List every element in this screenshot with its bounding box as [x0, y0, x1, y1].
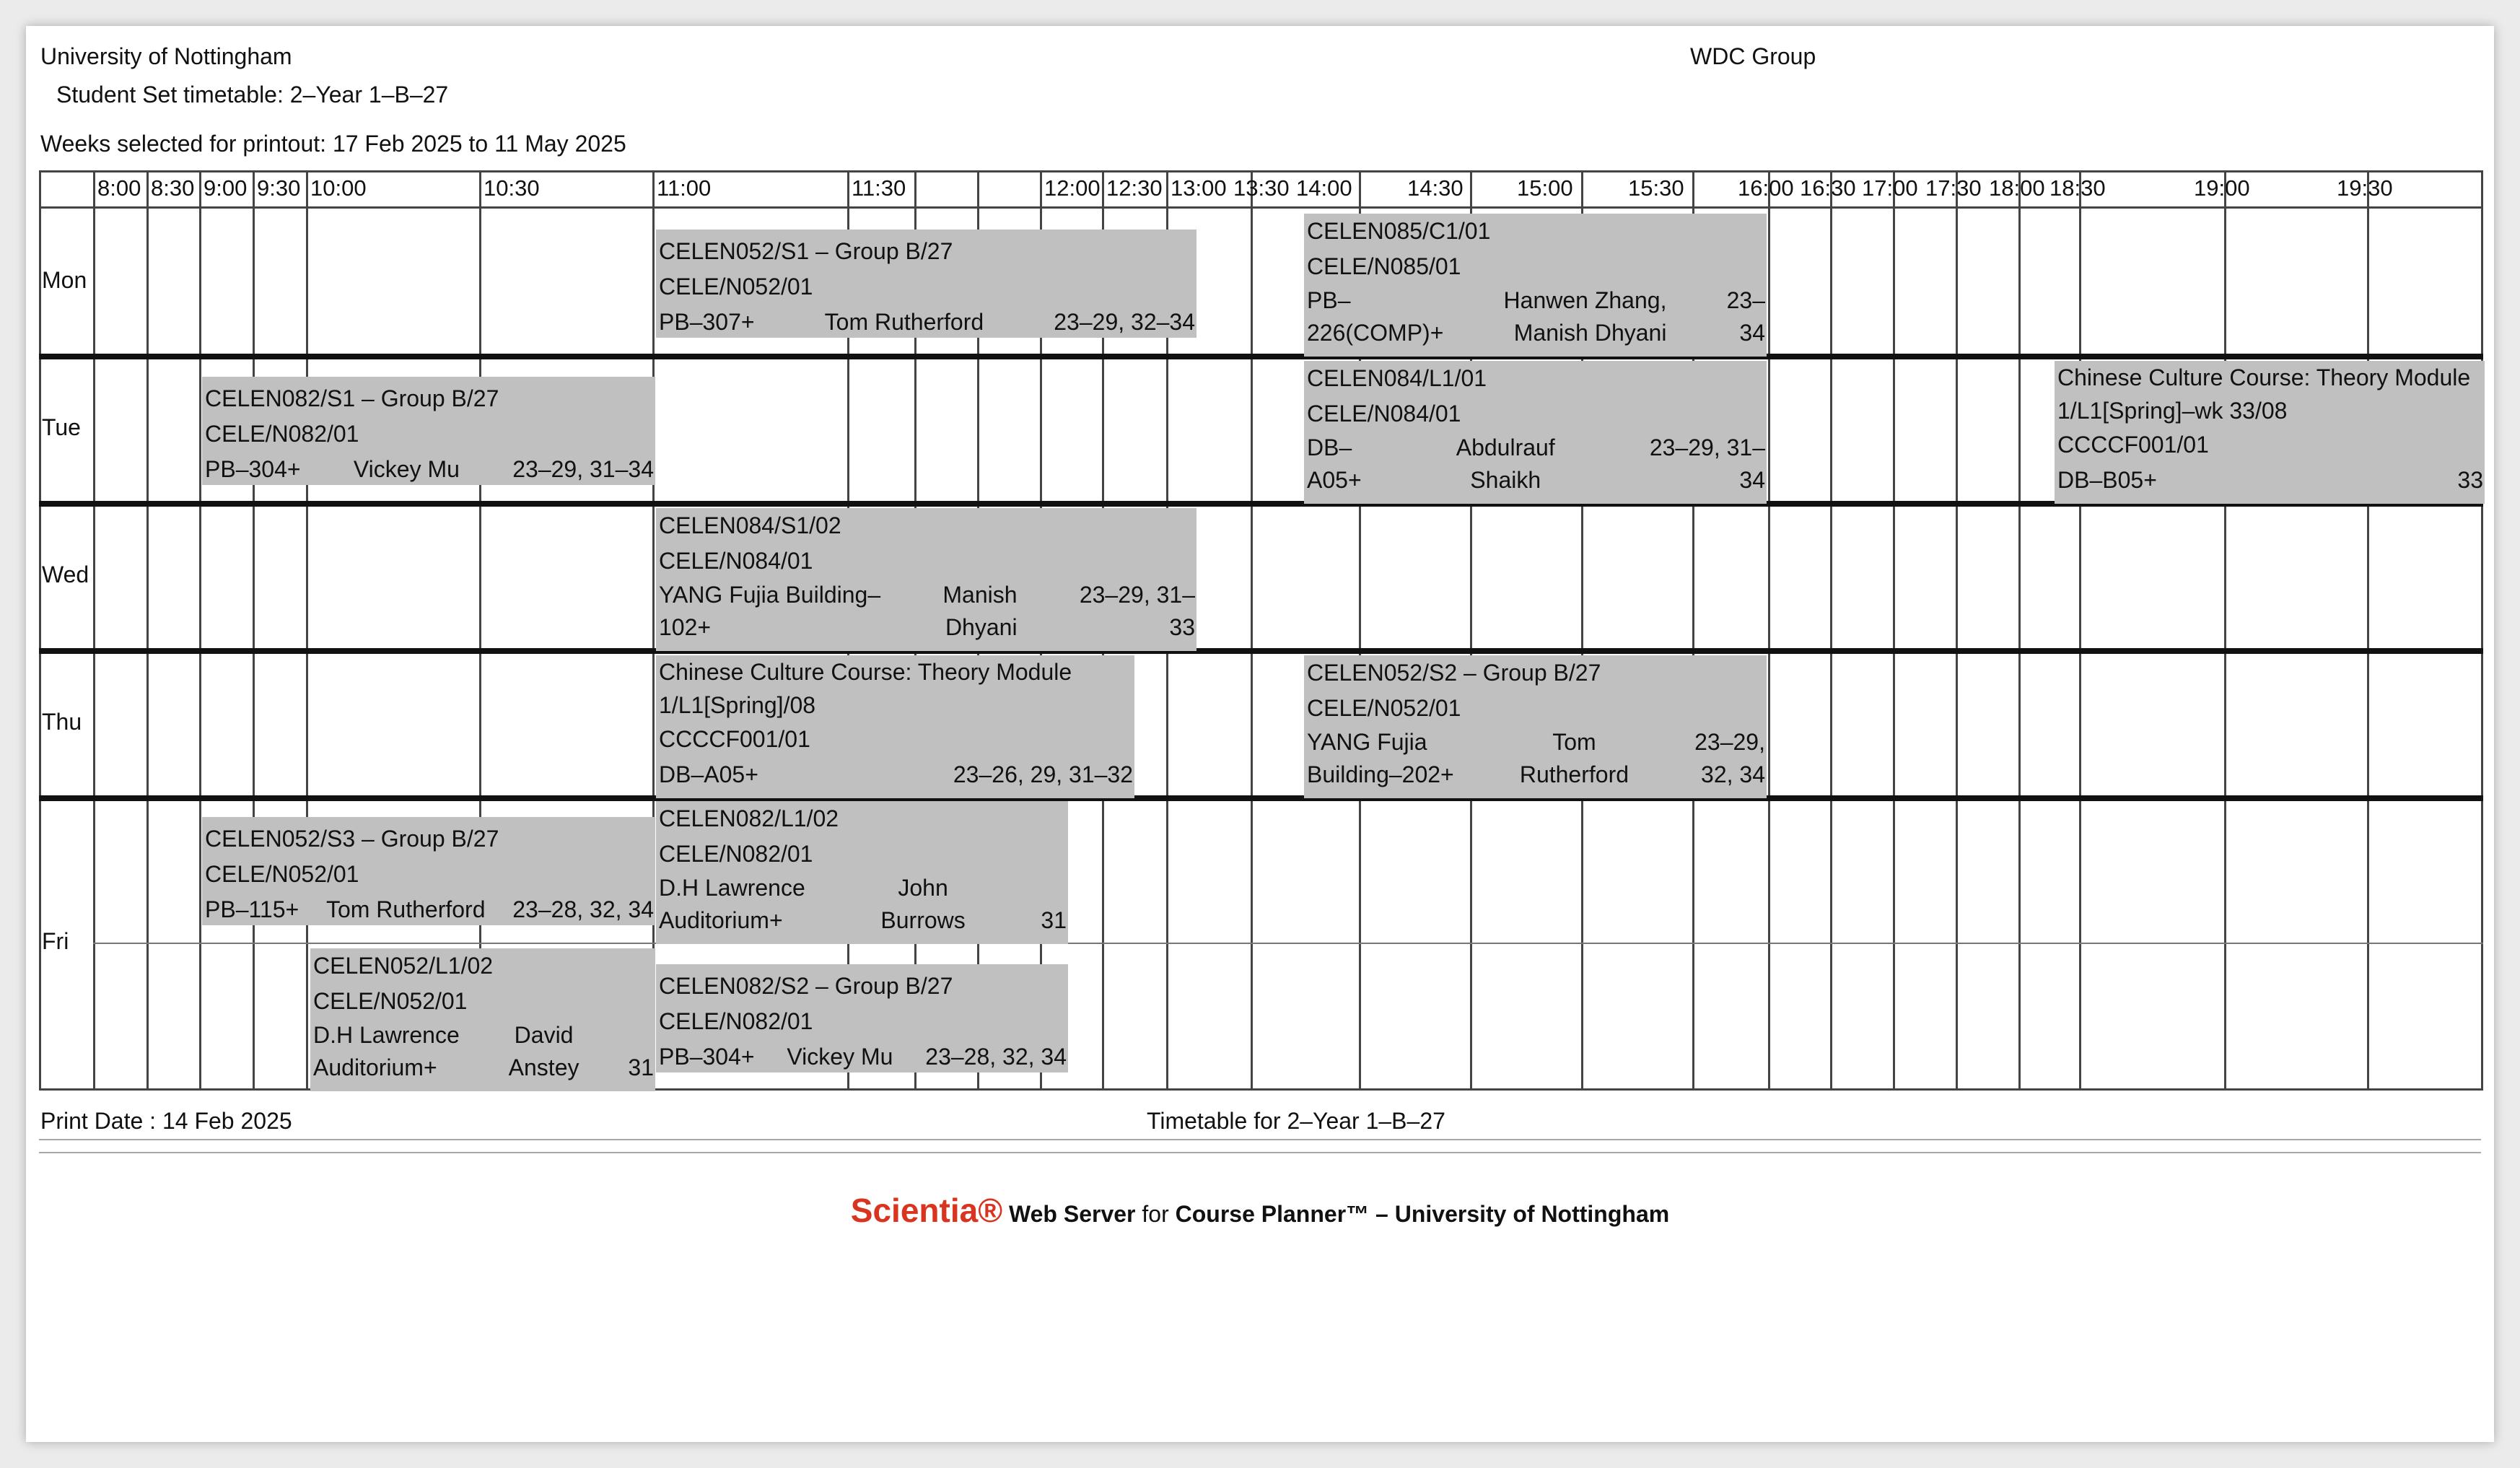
print-date: Print Date : 14 Feb 2025: [40, 1108, 292, 1134]
footer-divider: [39, 1139, 2481, 1140]
grid-column-line: [253, 170, 255, 1090]
event-weeks: 23–29,: [1694, 729, 1765, 755]
grid-column-line: [2367, 170, 2369, 1090]
event-title: CELEN084/L1/01: [1307, 365, 1487, 391]
event-staff-cont: Anstey: [508, 1054, 579, 1080]
time-slot-header: 19:30: [2337, 175, 2393, 201]
event-fri-celen052-l1[interactable]: [310, 948, 655, 1091]
event-room-cont: A05+: [1307, 467, 1362, 493]
time-slot-header: 13:00: [1171, 175, 1227, 201]
event-weeks-cont: 32, 34: [1701, 761, 1765, 787]
event-room: D.H Lawrence: [313, 1022, 460, 1048]
grid-column-line: [1956, 170, 1958, 1090]
event-code: CELE/N085/01: [1307, 253, 1461, 279]
event-room: YANG Fujia Building–: [659, 582, 881, 608]
brand-footer: [26, 1191, 2494, 1230]
brand-course-planner: Course Planner™ – University of Nottingham: [1175, 1201, 1670, 1227]
event-title: CELEN052/S1 – Group B/27: [659, 238, 953, 264]
event-code: CELE/N082/01: [659, 841, 813, 867]
event-room-cont: Building–202+: [1307, 761, 1454, 787]
event-room: DB–B05+: [2057, 467, 2157, 493]
event-title: Chinese Culture Course: Theory Module 1/L1[Spring]–wk 33/08: [2057, 364, 2471, 424]
time-slot-header: 16:30: [1800, 175, 1856, 201]
event-staff: Hanwen Zhang,: [1503, 287, 1667, 313]
event-tue-celen084-l1[interactable]: [1304, 361, 1767, 504]
grid-row-line: [39, 648, 2483, 654]
event-staff: Tom Rutherford: [824, 309, 984, 335]
grid-column-line: [1768, 170, 1770, 1090]
event-title: CELEN052/L1/02: [313, 953, 494, 979]
time-slot-header: 18:00: [1989, 175, 2045, 201]
event-title: CELEN084/S1/02: [659, 512, 841, 538]
event-weeks-cont: 33: [1169, 614, 1195, 640]
event-mon-celen052-s1[interactable]: [656, 230, 1196, 338]
event-weeks: 31: [628, 1054, 654, 1080]
event-code: CELE/N052/01: [313, 988, 468, 1014]
event-title: CELEN082/S1 – Group B/27: [205, 385, 499, 411]
event-room: D.H Lawrence: [659, 875, 805, 901]
event-staff: Vickey Mu: [353, 456, 460, 482]
day-label-mon: Mon: [42, 267, 87, 293]
institution-name: University of Nottingham: [40, 43, 292, 69]
timetable-page: [26, 26, 2494, 1442]
event-fri-celen052-s3[interactable]: [202, 817, 655, 925]
event-code: CELE/N052/01: [1307, 695, 1461, 721]
time-slot-header: 8:30: [151, 175, 195, 201]
event-staff-cont: Burrows: [880, 907, 966, 933]
event-staff-cont: Shaikh: [1470, 467, 1541, 493]
time-slot-header: 10:30: [484, 175, 540, 201]
event-room-cont: Auditorium+: [313, 1054, 437, 1080]
grid-row-line: [39, 795, 2483, 801]
event-room: DB–A05+: [659, 761, 758, 787]
event-mon-celen085-c1[interactable]: [1304, 214, 1767, 357]
grid-column-line: [1251, 170, 1253, 1090]
time-slot-header: 8:00: [97, 175, 141, 201]
time-slot-header: 15:30: [1628, 175, 1684, 201]
event-room: YANG Fujia: [1307, 729, 1427, 755]
time-slot-header: 11:00: [657, 175, 712, 201]
time-slot-header: 9:00: [204, 175, 248, 201]
event-weeks: 23–29, 32–34: [1054, 309, 1195, 335]
day-label-fri: Fri: [42, 928, 69, 954]
event-room: DB–: [1307, 434, 1352, 460]
event-staff-cont: Manish Dhyani: [1513, 320, 1667, 346]
event-weeks: 23–28, 32, 34: [925, 1044, 1067, 1070]
event-wed-celen084-s1[interactable]: [656, 508, 1196, 651]
grid-column-line: [2224, 170, 2226, 1090]
event-weeks: 23–29, 31–34: [512, 456, 654, 482]
event-room-cont: Auditorium+: [659, 907, 783, 933]
time-slot-header: 12:00: [1044, 175, 1101, 201]
brand-for: for: [1142, 1201, 1169, 1227]
footer-divider: [39, 1152, 2481, 1153]
event-code: CCCCF001/01: [2057, 432, 2209, 458]
event-code: CELE/N052/01: [205, 861, 359, 887]
group-name: WDC Group: [1690, 43, 1816, 69]
event-title: CELEN052/S2 – Group B/27: [1307, 660, 1601, 686]
event-room: PB–115+: [205, 896, 299, 922]
grid-column-line: [199, 170, 201, 1090]
event-room-cont: 226(COMP)+: [1307, 320, 1444, 346]
event-code: CELE/N084/01: [659, 548, 813, 574]
time-slot-header: 9:30: [257, 175, 301, 201]
event-staff-cont: Rutherford: [1519, 761, 1629, 787]
grid-row-line: [93, 943, 2483, 944]
event-code: CELE/N082/01: [659, 1008, 813, 1034]
day-label-tue: Tue: [42, 414, 81, 440]
brand-web-server: Web Server: [1009, 1201, 1136, 1227]
event-thu-celen052-s2[interactable]: [1304, 655, 1767, 798]
event-title: CELEN082/L1/02: [659, 805, 839, 831]
event-weeks: 23–: [1726, 287, 1765, 313]
time-slot-header: 17:30: [1925, 175, 1982, 201]
event-weeks: 23–29, 31–: [1649, 434, 1765, 460]
event-staff: David: [514, 1022, 574, 1048]
event-weeks-cont: 34: [1739, 467, 1765, 493]
event-weeks: 31: [1041, 907, 1067, 933]
weeks-selected: Weeks selected for printout: 17 Feb 2025 to 11 May 2025: [40, 131, 626, 157]
event-title: CELEN082/S2 – Group B/27: [659, 973, 953, 999]
day-label-wed: Wed: [42, 562, 89, 587]
grid-column-line: [146, 170, 149, 1090]
event-weeks-cont: 34: [1739, 320, 1765, 346]
grid-column-line: [2481, 170, 2483, 1090]
grid-column-line: [2079, 170, 2081, 1090]
timetable-for: Timetable for 2–Year 1–B–27: [1147, 1108, 1445, 1134]
time-slot-header: 14:00: [1296, 175, 1352, 201]
event-tue-ccccf001[interactable]: [2055, 361, 2485, 504]
day-label-thu: Thu: [42, 709, 82, 735]
event-weeks: 23–28, 32, 34: [512, 896, 654, 922]
event-code: CELE/N084/01: [1307, 401, 1461, 427]
grid-column-line: [93, 170, 95, 1090]
event-staff: Manish: [942, 582, 1018, 608]
event-staff: Tom Rutherford: [325, 896, 486, 922]
event-code: CCCCF001/01: [659, 726, 810, 752]
grid-column-line: [1830, 170, 1832, 1090]
event-room: PB–: [1307, 287, 1351, 313]
time-slot-header: 19:00: [2194, 175, 2250, 201]
brand-logo: Scientia®: [850, 1192, 1003, 1229]
time-slot-header: 14:30: [1407, 175, 1464, 201]
time-slot-header: 12:30: [1106, 175, 1163, 201]
time-slot-header: 13:30: [1233, 175, 1290, 201]
time-slot-header: 18:30: [2049, 175, 2106, 201]
event-title: CELEN085/C1/01: [1307, 218, 1491, 244]
event-staff: John: [898, 875, 948, 901]
grid-row-line: [39, 354, 2483, 359]
grid-row-line: [39, 170, 2483, 172]
event-weeks: 33: [2457, 467, 2483, 493]
time-slot-header: 17:00: [1862, 175, 1918, 201]
grid-column-line: [1893, 170, 1895, 1090]
event-code: CELE/N052/01: [659, 274, 813, 300]
grid-column-line: [2018, 170, 2021, 1090]
event-room-cont: 102+: [659, 614, 712, 640]
event-title: Chinese Culture Course: Theory Module 1/L1[Spring]/08: [659, 659, 1072, 718]
event-staff: Vickey Mu: [787, 1044, 893, 1070]
event-fri-celen082-s2[interactable]: [656, 964, 1068, 1072]
event-fri-celen082-l1[interactable]: [656, 801, 1068, 944]
time-slot-header: 10:00: [310, 175, 367, 201]
event-room: PB–307+: [659, 309, 755, 335]
event-room: PB–304+: [659, 1044, 755, 1070]
event-tue-celen082-s1[interactable]: [202, 377, 655, 485]
event-staff-cont: Dhyani: [945, 614, 1018, 640]
event-weeks: 23–26, 29, 31–32: [953, 761, 1133, 787]
grid-row-line: [39, 206, 2483, 209]
event-room: PB–304+: [205, 456, 301, 482]
timetable-title: Student Set timetable: 2–Year 1–B–27: [56, 82, 449, 108]
event-title: CELEN052/S3 – Group B/27: [205, 826, 499, 852]
event-code: CELE/N082/01: [205, 421, 359, 447]
grid-column-line: [306, 170, 308, 1090]
time-slot-header: 11:30: [852, 175, 906, 201]
event-thu-ccccf001[interactable]: [656, 655, 1134, 798]
time-slot-header: 15:00: [1517, 175, 1573, 201]
event-staff: Abdulrauf: [1456, 434, 1555, 460]
time-slot-header: 16:00: [1738, 175, 1794, 201]
event-weeks: 23–29, 31–: [1079, 582, 1195, 608]
event-staff: Tom: [1552, 729, 1596, 755]
